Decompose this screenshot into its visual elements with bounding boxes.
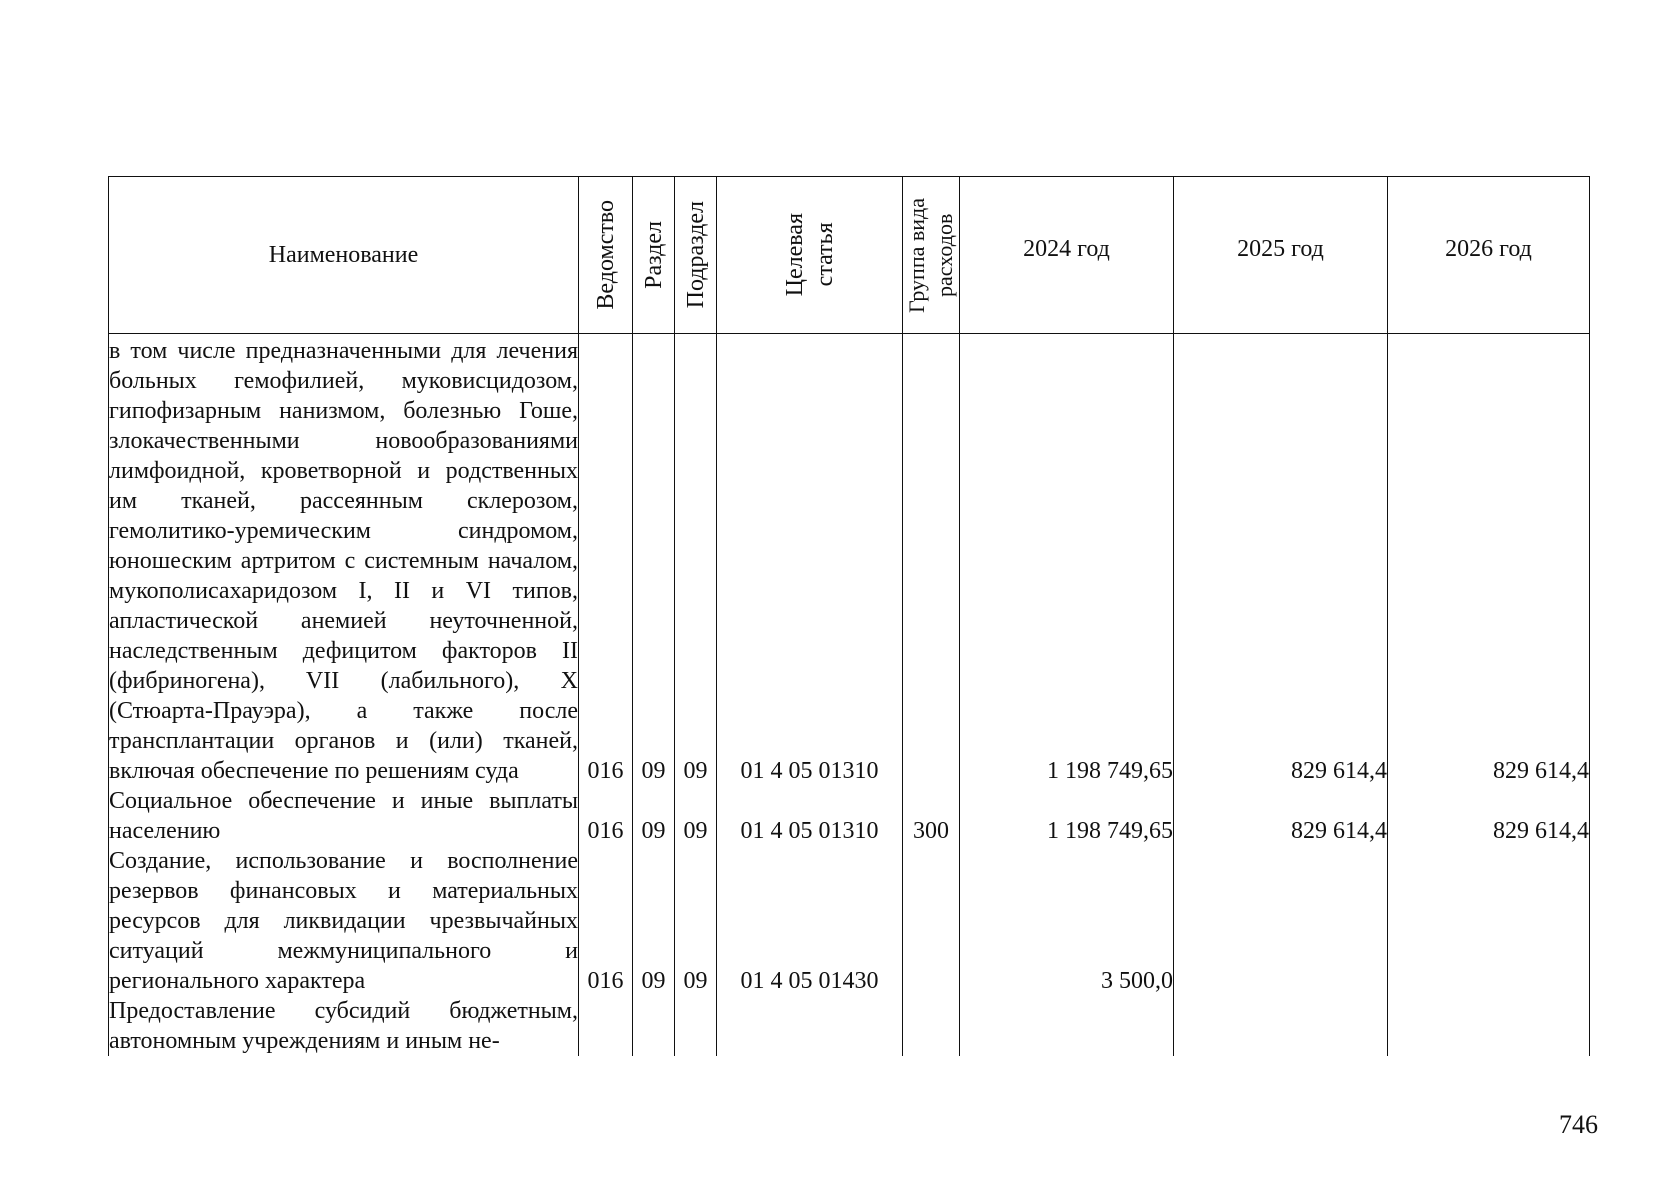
row-expense-group: [903, 996, 960, 1056]
row-name: Создание, использование и восполнение резервов финансовых и материальных ресурсов для ликвидации чрезвычайных ситуаций межмуниципального и регионального характера: [109, 848, 578, 994]
row-subsection: 09: [675, 334, 717, 787]
header-expense-group: Группа вида расходов: [903, 177, 960, 334]
row-value-2024: 1 198 749,65: [960, 334, 1174, 787]
row-expense-group: [903, 334, 960, 787]
header-department: Ведомство: [579, 177, 633, 334]
row-department: [579, 996, 633, 1056]
row-value-2025: [1174, 846, 1388, 996]
table-row: [109, 846, 1590, 996]
row-value-2024: 3 500,0: [960, 846, 1174, 996]
table-header-row: [109, 177, 1590, 334]
row-name: Предоставление субсидий бюджетным, автономным учреждениям и иным не-: [109, 998, 578, 1054]
header-year-2024: 2024 год: [960, 177, 1174, 334]
row-section: 09: [633, 786, 675, 846]
row-target-article: 01 4 05 01310: [717, 334, 903, 787]
row-section: 09: [633, 846, 675, 996]
row-value-2026: 829 614,4: [1388, 334, 1590, 787]
row-value-2024: [960, 996, 1174, 1056]
row-subsection: [675, 996, 717, 1056]
row-name: в том числе предназначенными для лечения больных гемофилией, муковисцидозом, гипофизарным нанизмом, болезнью Гоше, злокачественными новообразованиями лимфоидной, кроветворной и родственных им тканей, рассеянным склерозом, гемолитико-уремическим синдромом, юношеским артритом с системным началом, мукополисахаридозом I, II и VI типов, апластической анемией неуточненной, наследственным дефицитом факторов II (фибриногена), VII (лабильного), X (Стюарта-Прауэра), а также после трансплантации органов и (или) тканей, включая обеспечение по решениям суда: [109, 334, 579, 787]
row-expense-group: 300: [903, 786, 960, 846]
row-target-article: [717, 996, 903, 1056]
header-subsection: Подраздел: [675, 177, 717, 334]
budget-table: [108, 176, 1590, 1056]
row-value-2025: [1174, 996, 1388, 1056]
page-number: 746: [1559, 1110, 1598, 1139]
row-value-2025: 829 614,4: [1174, 334, 1388, 787]
row-department: 016: [579, 846, 633, 996]
table-row: [109, 786, 1590, 846]
row-value-2024: 1 198 749,65: [960, 786, 1174, 846]
row-name: Социальное обеспечение и иные выплаты населению: [109, 788, 578, 844]
header-section: Раздел: [633, 177, 675, 334]
row-value-2025: 829 614,4: [1174, 786, 1388, 846]
row-value-2026: 829 614,4: [1388, 786, 1590, 846]
row-target-article: 01 4 05 01310: [717, 786, 903, 846]
row-value-2026: [1388, 996, 1590, 1056]
row-section: [633, 996, 675, 1056]
row-department: 016: [579, 786, 633, 846]
header-year-2025: 2025 год: [1174, 177, 1388, 334]
row-value-2026: [1388, 846, 1590, 996]
row-subsection: 09: [675, 786, 717, 846]
table-row: [109, 996, 1590, 1056]
header-year-2026: 2026 год: [1388, 177, 1590, 334]
row-section: 09: [633, 334, 675, 787]
row-target-article: 01 4 05 01430: [717, 846, 903, 996]
table-row: [109, 334, 1590, 787]
row-subsection: 09: [675, 846, 717, 996]
row-department: 016: [579, 334, 633, 787]
header-target-article: Целевая статья: [717, 177, 903, 334]
row-expense-group: [903, 846, 960, 996]
header-name: Наименование: [109, 177, 579, 334]
